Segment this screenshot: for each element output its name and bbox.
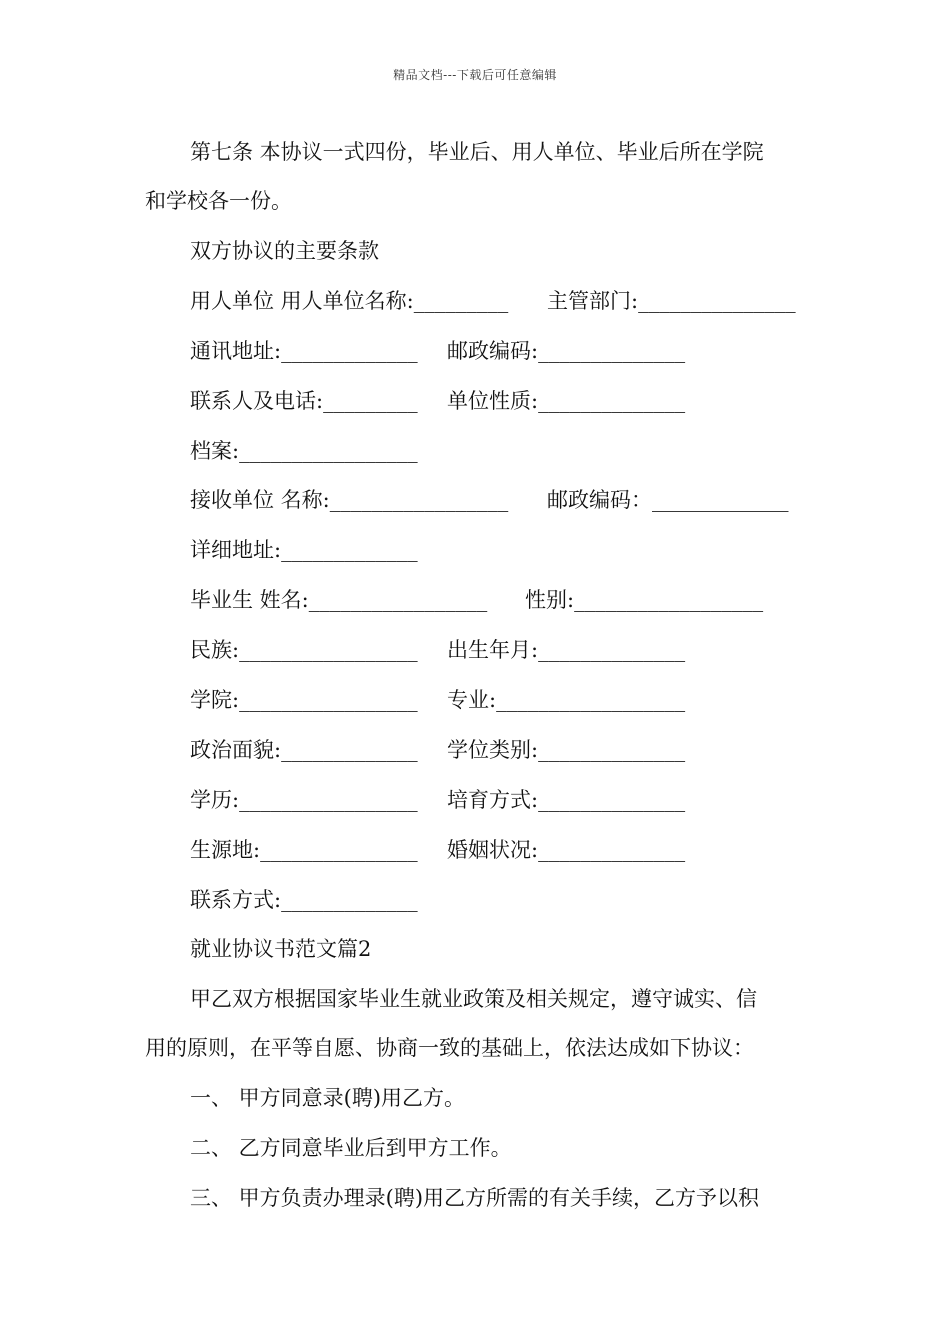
article-7-line-2: 和学校各一份。	[145, 189, 292, 213]
employer-department-field: 主管部门:_______________	[547, 289, 796, 313]
receiver-address-field: 详细地址:_____________	[190, 538, 418, 562]
article-7-line-1: 第七条 本协议一式四份，毕业后、用人单位、毕业后所在学院	[190, 140, 764, 164]
sample-2-title: 就业协议书范文篇2	[190, 937, 372, 961]
clause-1: 一、 甲方同意录(聘)用乙方。	[190, 1086, 466, 1110]
graduate-name-field: 毕业生 姓名:_________________	[190, 588, 488, 612]
clause-2: 二、 乙方同意毕业后到甲方工作。	[190, 1136, 512, 1160]
graduate-ethnicity-field: 民族:_________________	[190, 638, 418, 662]
sample-2-intro-line-1: 甲乙双方根据国家毕业生就业政策及相关规定，遵守诚实、信	[190, 987, 757, 1011]
graduate-origin-field: 生源地:_______________	[190, 838, 418, 862]
graduate-birth-field: 出生年月:______________	[447, 638, 686, 662]
employer-name-field: 用人单位 用人单位名称:_________	[190, 289, 509, 313]
employer-contact-field: 联系人及电话:_________	[190, 389, 418, 413]
clause-3: 三、 甲方负责办理录(聘)用乙方所需的有关手续，乙方予以积	[190, 1186, 760, 1210]
receiver-name-field: 接收单位 名称:_________________	[190, 488, 509, 512]
employer-nature-field: 单位性质:______________	[447, 389, 686, 413]
document-header: 精品文档---下载后可任意编辑	[393, 68, 557, 82]
graduate-education-field: 学历:_________________	[190, 788, 418, 812]
graduate-degree-field: 学位类别:______________	[447, 738, 686, 762]
graduate-college-field: 学院:_________________	[190, 688, 418, 712]
graduate-training-field: 培育方式:______________	[447, 788, 686, 812]
graduate-political-field: 政治面貌:_____________	[190, 738, 418, 762]
employer-address-field: 通讯地址:_____________	[190, 339, 418, 363]
graduate-major-field: 专业:__________________	[447, 688, 686, 712]
sample-2-intro-line-2: 用的原则，在平等自愿、协商一致的基础上，依法达成如下协议：	[145, 1036, 754, 1060]
graduate-gender-field: 性别:__________________	[525, 588, 764, 612]
graduate-marital-field: 婚姻状况:______________	[447, 838, 686, 862]
employer-archive-field: 档案:_________________	[190, 439, 418, 463]
graduate-contact-field: 联系方式:_____________	[190, 888, 418, 912]
receiver-postcode-field: 邮政编码：_____________	[547, 488, 789, 512]
employer-postcode-field: 邮政编码:______________	[447, 339, 686, 363]
section-title: 双方协议的主要条款	[190, 239, 379, 263]
